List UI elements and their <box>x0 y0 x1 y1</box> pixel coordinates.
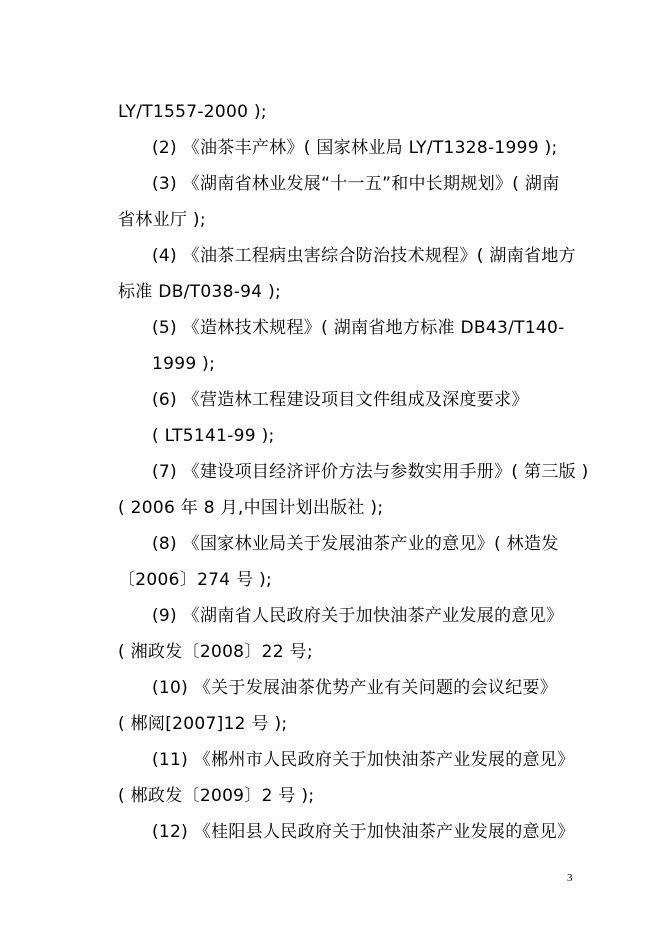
text-line-6: 标准 DB/T038-94 ); <box>118 282 282 302</box>
text-line-18: ( 郴阅[2007]12 号 ); <box>118 714 288 734</box>
text-line-7: (5) 《造林技术规程》( 湖南省地方标准 DB43/T140- <box>152 318 565 338</box>
text-line-11: (7) 《建设项目经济评价方法与参数实用手册》( 第三版 ) <box>152 462 589 482</box>
text-line-5: (4) 《油茶工程病虫害综合防治技术规程》( 湖南省地方 <box>152 246 576 266</box>
text-line-20: ( 郴政发〔2009〕2 号 ); <box>118 786 315 806</box>
text-line-16: ( 湘政发〔2008〕22 号; <box>118 642 313 662</box>
text-line-10: ( LT5141-99 ); <box>152 426 275 446</box>
text-line-1: LY/T1557-2000 ); <box>118 102 267 122</box>
text-line-21: (12) 《桂阳县人民政府关于加快油茶产业发展的意见》 <box>152 822 575 842</box>
text-line-9: (6) 《营造林工程建设项目文件组成及深度要求》 <box>152 390 529 410</box>
text-line-8: 1999 ); <box>152 354 216 374</box>
text-line-13: (8) 《国家林业局关于发展油茶产业的意见》( 林造发 <box>152 534 559 554</box>
text-line-14: 〔2006〕274 号 ); <box>118 570 273 590</box>
text-line-4: 省林业厅 ); <box>118 210 206 230</box>
text-line-15: (9) 《湖南省人民政府关于加快油茶产业发展的意见》 <box>152 606 564 626</box>
page-number: 3 <box>567 872 573 884</box>
text-line-2: (2) 《油茶丰产林》( 国家林业局 LY/T1328-1999 ); <box>152 138 558 158</box>
text-line-17: (10) 《关于发展油茶优势产业有关问题的会议纪要》 <box>152 678 558 698</box>
text-line-3: (3) 《湖南省林业发展“十一五”和中长期规划》( 湖南 <box>152 174 560 194</box>
text-line-12: ( 2006 年 8 月,中国计划出版社 ); <box>118 498 384 518</box>
text-line-19: (11) 《郴州市人民政府关于加快油茶产业发展的意见》 <box>152 750 575 770</box>
